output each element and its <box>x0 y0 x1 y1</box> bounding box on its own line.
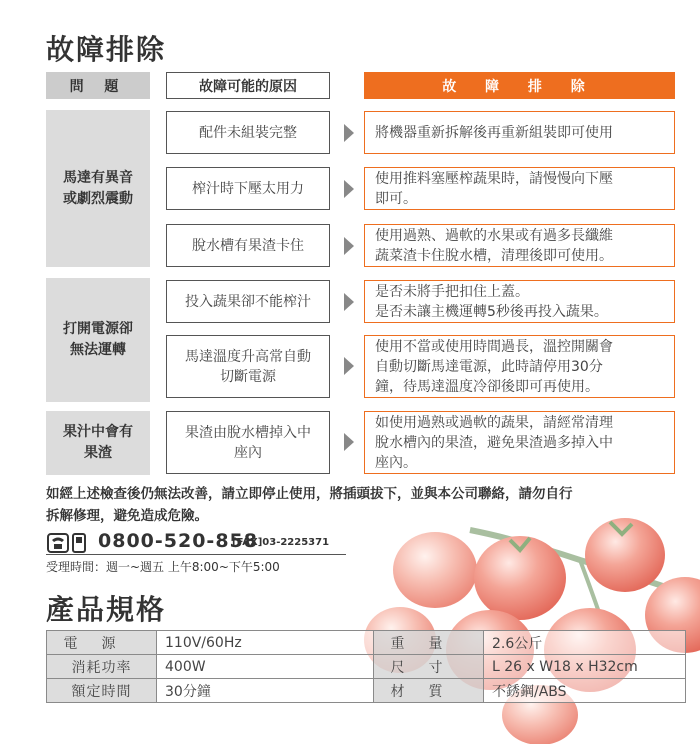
arrow-right-icon <box>344 237 354 255</box>
solution-cell: 使用推料塞壓榨蔬果時，請慢慢向下壓 即可。 <box>364 167 675 210</box>
arrow-right-icon <box>344 180 354 198</box>
cause-cell: 配件未組裝完整 <box>166 111 330 154</box>
solution-cell: 使用不當或使用時間過長，溫控開關會 自動切斷馬達電源，此時請停用30分 鐘，待馬達溫度冷卻後即可再使用。 <box>364 335 675 398</box>
cause-cell: 果渣由脫水槽掉入中 座內 <box>166 411 330 474</box>
cause-cell: 馬達溫度升高常自動 切斷電源 <box>166 335 330 398</box>
phone-icon <box>47 533 93 553</box>
solution-cell: 將機器重新拆解後再重新組裝即可使用 <box>364 111 675 154</box>
arrow-right-icon <box>344 433 354 451</box>
phone-number: 0800-520-858 <box>98 530 258 552</box>
arrow-right-icon <box>344 357 354 375</box>
contact-underline <box>46 554 346 555</box>
specs-table <box>46 630 686 703</box>
spec-value: 不銹鋼/ABS <box>484 679 686 703</box>
spec-label: 尺寸 <box>374 655 484 679</box>
header-solution: 故 障 排 除 <box>364 72 675 99</box>
cause-cell: 脫水槽有果渣卡住 <box>166 224 330 267</box>
symptom-cell: 打開電源卻 無法運轉 <box>46 278 150 402</box>
table-row <box>47 631 686 655</box>
header-symptom: 問 題 <box>46 72 150 99</box>
solution-cell: 使用過熟、過軟的水果或有過多長纖維 蔬菜渣卡住脫水槽，清理後即可使用。 <box>364 224 675 267</box>
table-row <box>47 655 686 679</box>
specs-title: 產品規格 <box>46 593 167 626</box>
spec-label: 消耗功率 <box>47 655 157 679</box>
arrow-right-icon <box>344 293 354 311</box>
cause-cell: 榨汁時下壓太用力 <box>166 167 330 210</box>
spec-value: 400W <box>157 655 374 679</box>
header-cause: 故障可能的原因 <box>166 72 330 99</box>
solution-cell: 如使用過熟或過軟的蔬果，請經常清理 脫水槽內的果渣，避免果渣過多掉入中 座內。 <box>364 411 675 474</box>
spec-value: 30分鐘 <box>157 679 374 703</box>
symptom-cell: 馬達有異音 或劇烈震動 <box>46 110 150 267</box>
arrow-right-icon <box>344 124 354 142</box>
spec-label: 重量 <box>374 631 484 655</box>
warning-note: 如經上述檢查後仍無法改善，請立即停止使用，將插頭拔下，並與本公司聯絡，請勿自行 拆解修理，避免造成危險。 <box>46 486 573 524</box>
fax-number: [FAX]03-2225371 <box>232 537 330 548</box>
spec-label: 額定時間 <box>47 679 157 703</box>
service-hours: 受理時間：週一~週五 上午8:00~下午5:00 <box>46 560 280 574</box>
spec-value: 110V/60Hz <box>157 631 374 655</box>
spec-value: L 26 x W18 x H32cm <box>484 655 686 679</box>
troubleshooting-title: 故障排除 <box>46 33 167 66</box>
table-row <box>47 679 686 703</box>
cause-cell: 投入蔬果卻不能榨汁 <box>166 280 330 323</box>
spec-value: 2.6公斤 <box>484 631 686 655</box>
tomato-background-image <box>330 500 700 744</box>
symptom-cell: 果汁中會有 果渣 <box>46 411 150 475</box>
spec-label: 電源 <box>47 631 157 655</box>
spec-label: 材質 <box>374 679 484 703</box>
solution-cell: 是否未將手把扣住上蓋。 是否未讓主機運轉5秒後再投入蔬果。 <box>364 280 675 323</box>
